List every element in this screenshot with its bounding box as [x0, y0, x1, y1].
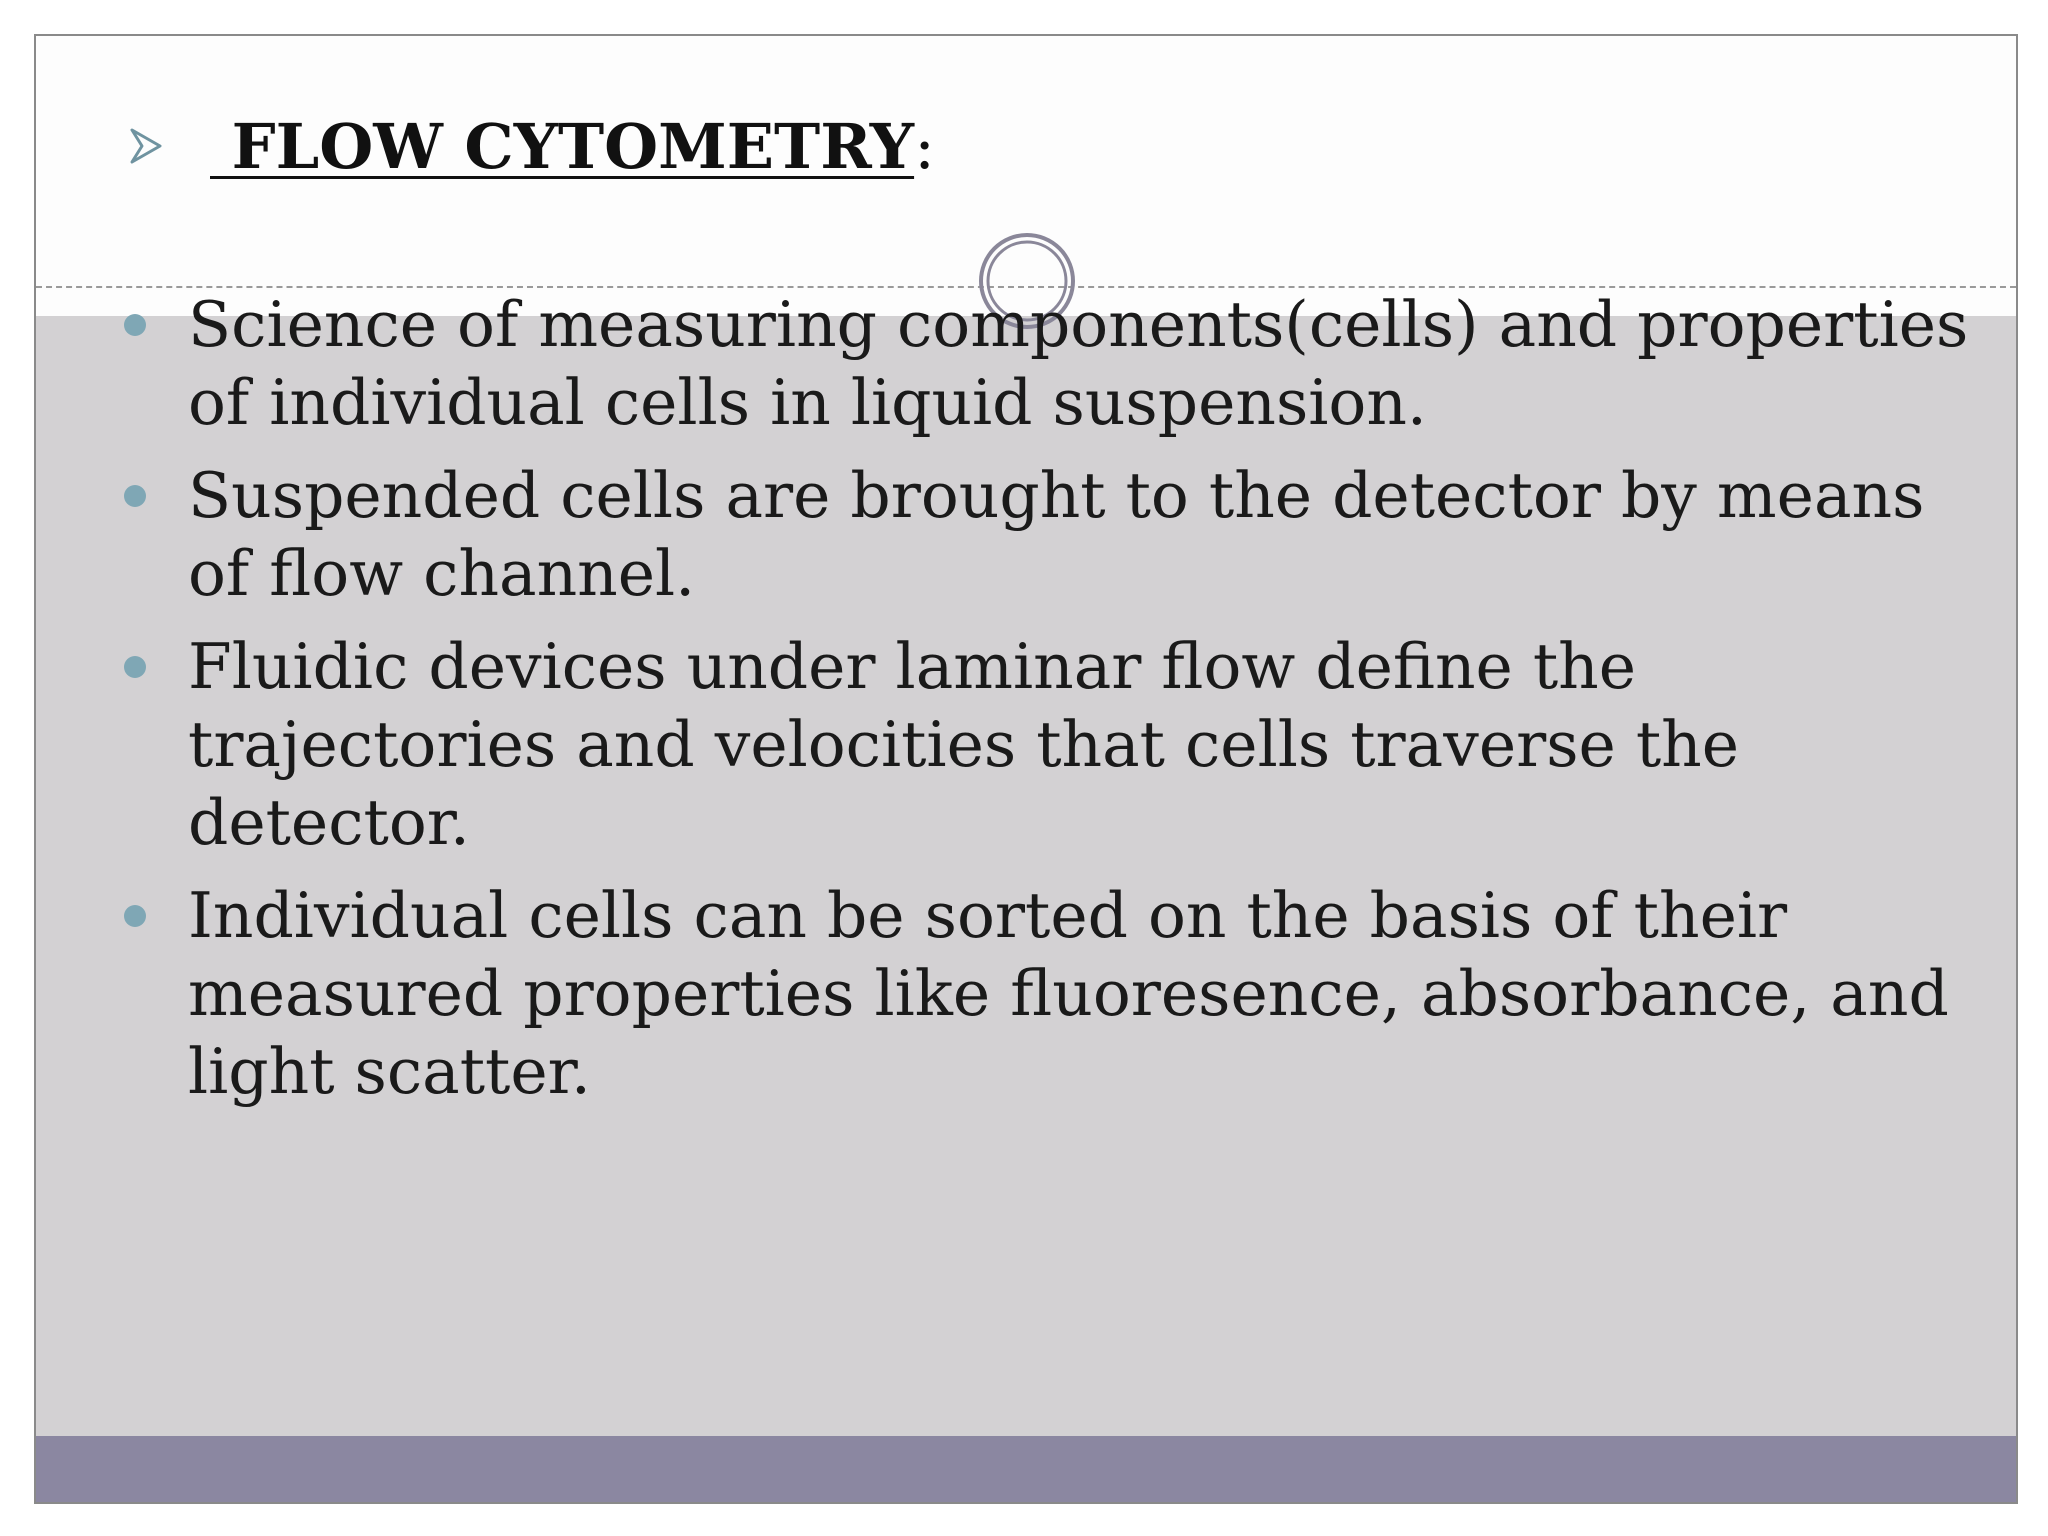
bullet-list	[188, 286, 1988, 1126]
dot-icon	[124, 656, 146, 678]
bullet-text: Science of measuring components(cells) and properties of individual cells in liquid suspension.	[188, 288, 1969, 439]
bullet-item	[188, 286, 1988, 442]
slide-title	[210, 110, 935, 183]
bullet-text: Fluidic devices under laminar flow define the trajectories and velocities that cells traverse the detector.	[188, 630, 1740, 859]
title-row	[128, 96, 935, 196]
bullet-item	[188, 457, 1988, 613]
arrow-right-icon	[128, 126, 164, 166]
bullet-text: Individual cells can be sorted on the basis of their measured properties like fluoresence, absorbance, and light scatter.	[188, 879, 1949, 1108]
slide-title-colon: :	[914, 109, 935, 183]
footer-band	[36, 1436, 2016, 1504]
bullet-item	[188, 628, 1988, 862]
slide-title-text: FLOW CYTOMETRY	[210, 109, 915, 183]
bullet-text: Suspended cells are brought to the detector by means of flow channel.	[188, 459, 1925, 610]
dot-icon	[124, 485, 146, 507]
dot-icon	[124, 314, 146, 336]
dot-icon	[124, 905, 146, 927]
bullet-item	[188, 877, 1988, 1111]
slide	[34, 34, 2018, 1504]
